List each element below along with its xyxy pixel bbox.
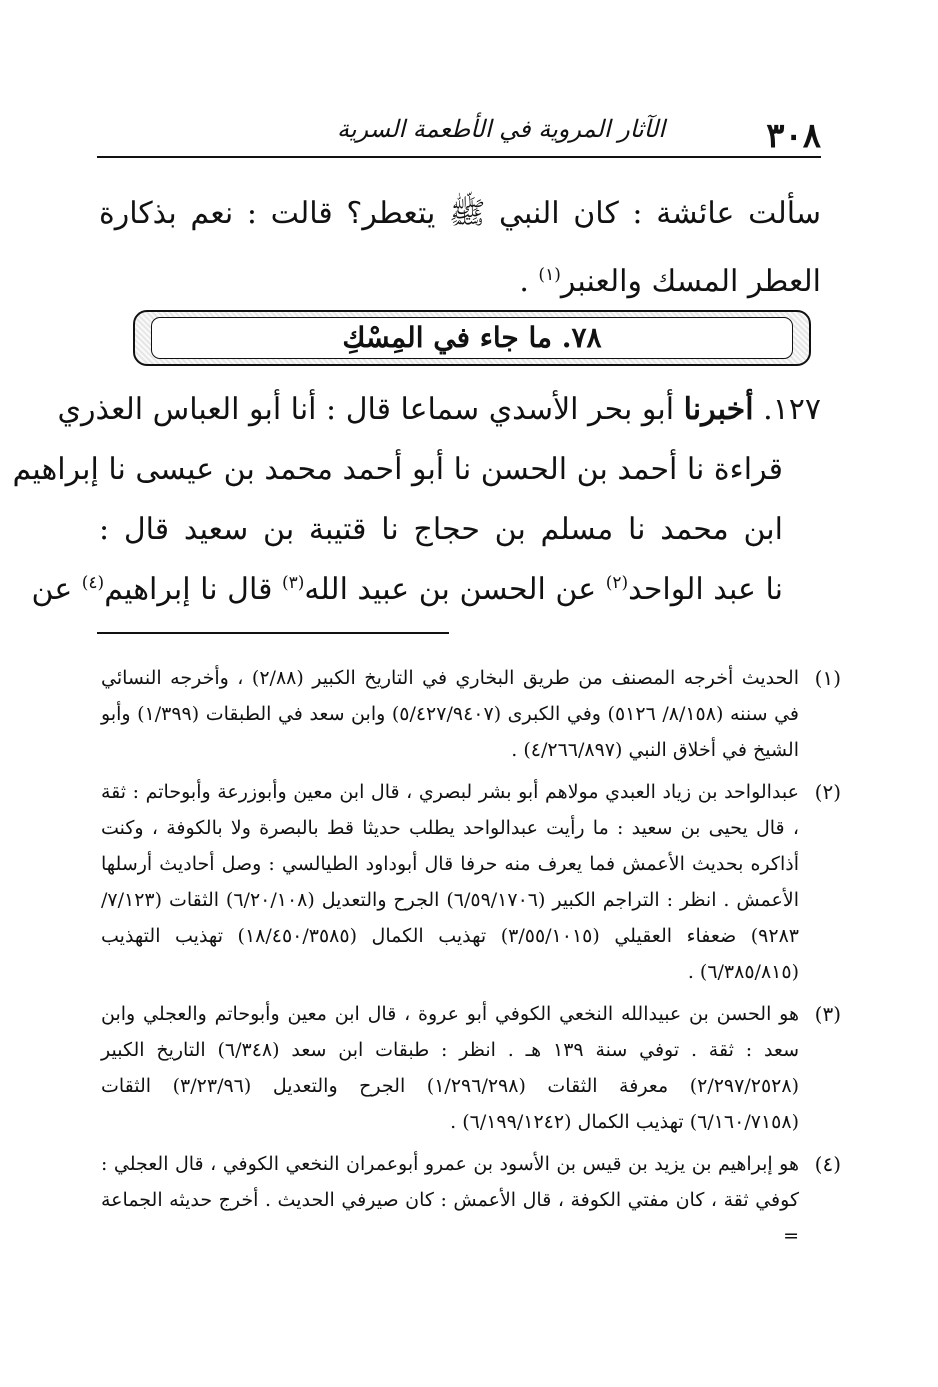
hadith-number: ١٢٧. (763, 392, 821, 427)
footnote-marker: (١) (814, 666, 841, 690)
page-number: ٣٠٨ (766, 116, 821, 156)
running-title: الآثار المروية في الأطعمة السرية (337, 115, 665, 143)
footnote-text: عبدالواحد بن زياد العبدي مولاهم أبو بشر لبصري ، قال ابن معين وأبوزرعة وأبوحاتم : ثقة ، قال يحيى بن سعيد : ما رأيت عبدالواحد يطلب حديثا قط بالبصرة ولا بالكوفة ، وكنت أذاكره بحديث الأعمش فما يعرف منه حرفا قال أبوداود الطيالسي : وصل أحاديث أرسلها الأعمش . انظر : التراجم الكبير (٦/٥٩/١٧٠٦) الجرح والتعديل (٦/٢٠/١٠٨) الثقات (٧/١٢٣/ ٩٢٨٣) ضعفاء العقيلي (٣/٥٥/١٠١٥) تهذيب الكمال (١٨/٤٥٠/٣٥٨٥) تهذيب التهذيب (٦/٣٨٥/٨١٥) . (101, 781, 799, 983)
intro-end: . (519, 264, 539, 299)
footnote-ref-4[interactable]: (٤) (81, 573, 105, 593)
footnote-3 (101, 996, 841, 1140)
hadith-line-3: ابن محمد نا مسلم بن حجاج نا قتيبة بن سعيد قال : (99, 512, 783, 547)
line4-part3: قال نا إبراهيم (104, 572, 282, 607)
hadith-line-1 (57, 380, 821, 440)
section-heading-box (133, 310, 811, 366)
line4-part2: عن الحسن بن عبيد الله (304, 572, 606, 607)
header-rule (97, 156, 821, 158)
footnote-2 (101, 774, 841, 990)
footnote-marker: (٢) (814, 780, 841, 804)
footnote-separator (97, 632, 449, 634)
footnotes (101, 660, 841, 1260)
footnote-4 (101, 1146, 841, 1254)
page-header (97, 108, 821, 154)
hadith-paragraph (12, 380, 821, 620)
footnote-marker: (٣) (814, 1002, 841, 1026)
hadith-keyword: أخبرنا (683, 392, 754, 427)
footnote-ref-3[interactable]: (٣) (281, 573, 305, 593)
footnote-ref-1[interactable]: (١) (538, 265, 561, 285)
section-heading-inner (151, 317, 793, 359)
hadith-line-2: قراءة نا أحمد بن الحسن نا أبو أحمد محمد بن عيسى نا إبراهيم (12, 452, 783, 487)
intro-paragraph (99, 180, 821, 316)
footnote-text: الحديث أخرجه المصنف من طريق البخاري في التاريخ الكبير (٢/٨٨) ، وأخرجه النسائي في سننه (٨/١٥٨/ ٥١٢٦) وفي الكبرى (٥/٤٢٧/٩٤٠٧) وابن سعد في الطبقات (١/٣٩٩) وأبو الشيخ في أخلاق النبي (٤/٢٦٦/٨٩٧) . (101, 667, 800, 761)
footnote-1 (101, 660, 841, 768)
intro-text: سألت عائشة : كان النبي ﷺ يتعطر؟ قالت : نعم بذكارة العطر المسك والعنبر (99, 196, 821, 299)
footnote-marker: (٤) (814, 1152, 841, 1176)
line4-part4: عن (31, 572, 82, 607)
footnote-ref-2[interactable]: (٢) (605, 573, 629, 593)
footnote-text: هو الحسن بن عبيدالله النخعي الكوفي أبو عروة ، قال ابن معين وأبوحاتم والعجلي وابن سعد : ثقة . توفي سنة ١٣٩ هـ . انظر : طبقات ابن سعد (٦/٣٤٨) التاريخ الكبير (٢/٢٩٧/٢٥٢٨) معرفة الثقات (١/٢٩٦/٢٩٨) الجرح والتعديل (٣/٢٣/٩٦) الثقات (٦/١٦٠/٧١٥٨) تهذيب الكمال (٦/١٩٩/١٢٤٢) . (101, 1003, 799, 1133)
line4-part1: نا عبد الواحد (628, 572, 783, 607)
footnote-text: هو إبراهيم بن يزيد بن قيس بن الأسود بن عمرو أبوعمران النخعي الكوفي ، قال العجلي : كوفي ثقة ، كان مفتي الكوفة ، قال الأعمش : كان صيرفي الحديث . أخرج حديثه الجماعة = (101, 1153, 799, 1247)
hadith-line-1-text: أبو بحر الأسدي سماعا قال : أنا أبو العباس العذري (57, 392, 684, 427)
hadith-line-4 (31, 560, 821, 620)
section-title: ٧٨. ما جاء في المِسْكِ (342, 321, 602, 354)
